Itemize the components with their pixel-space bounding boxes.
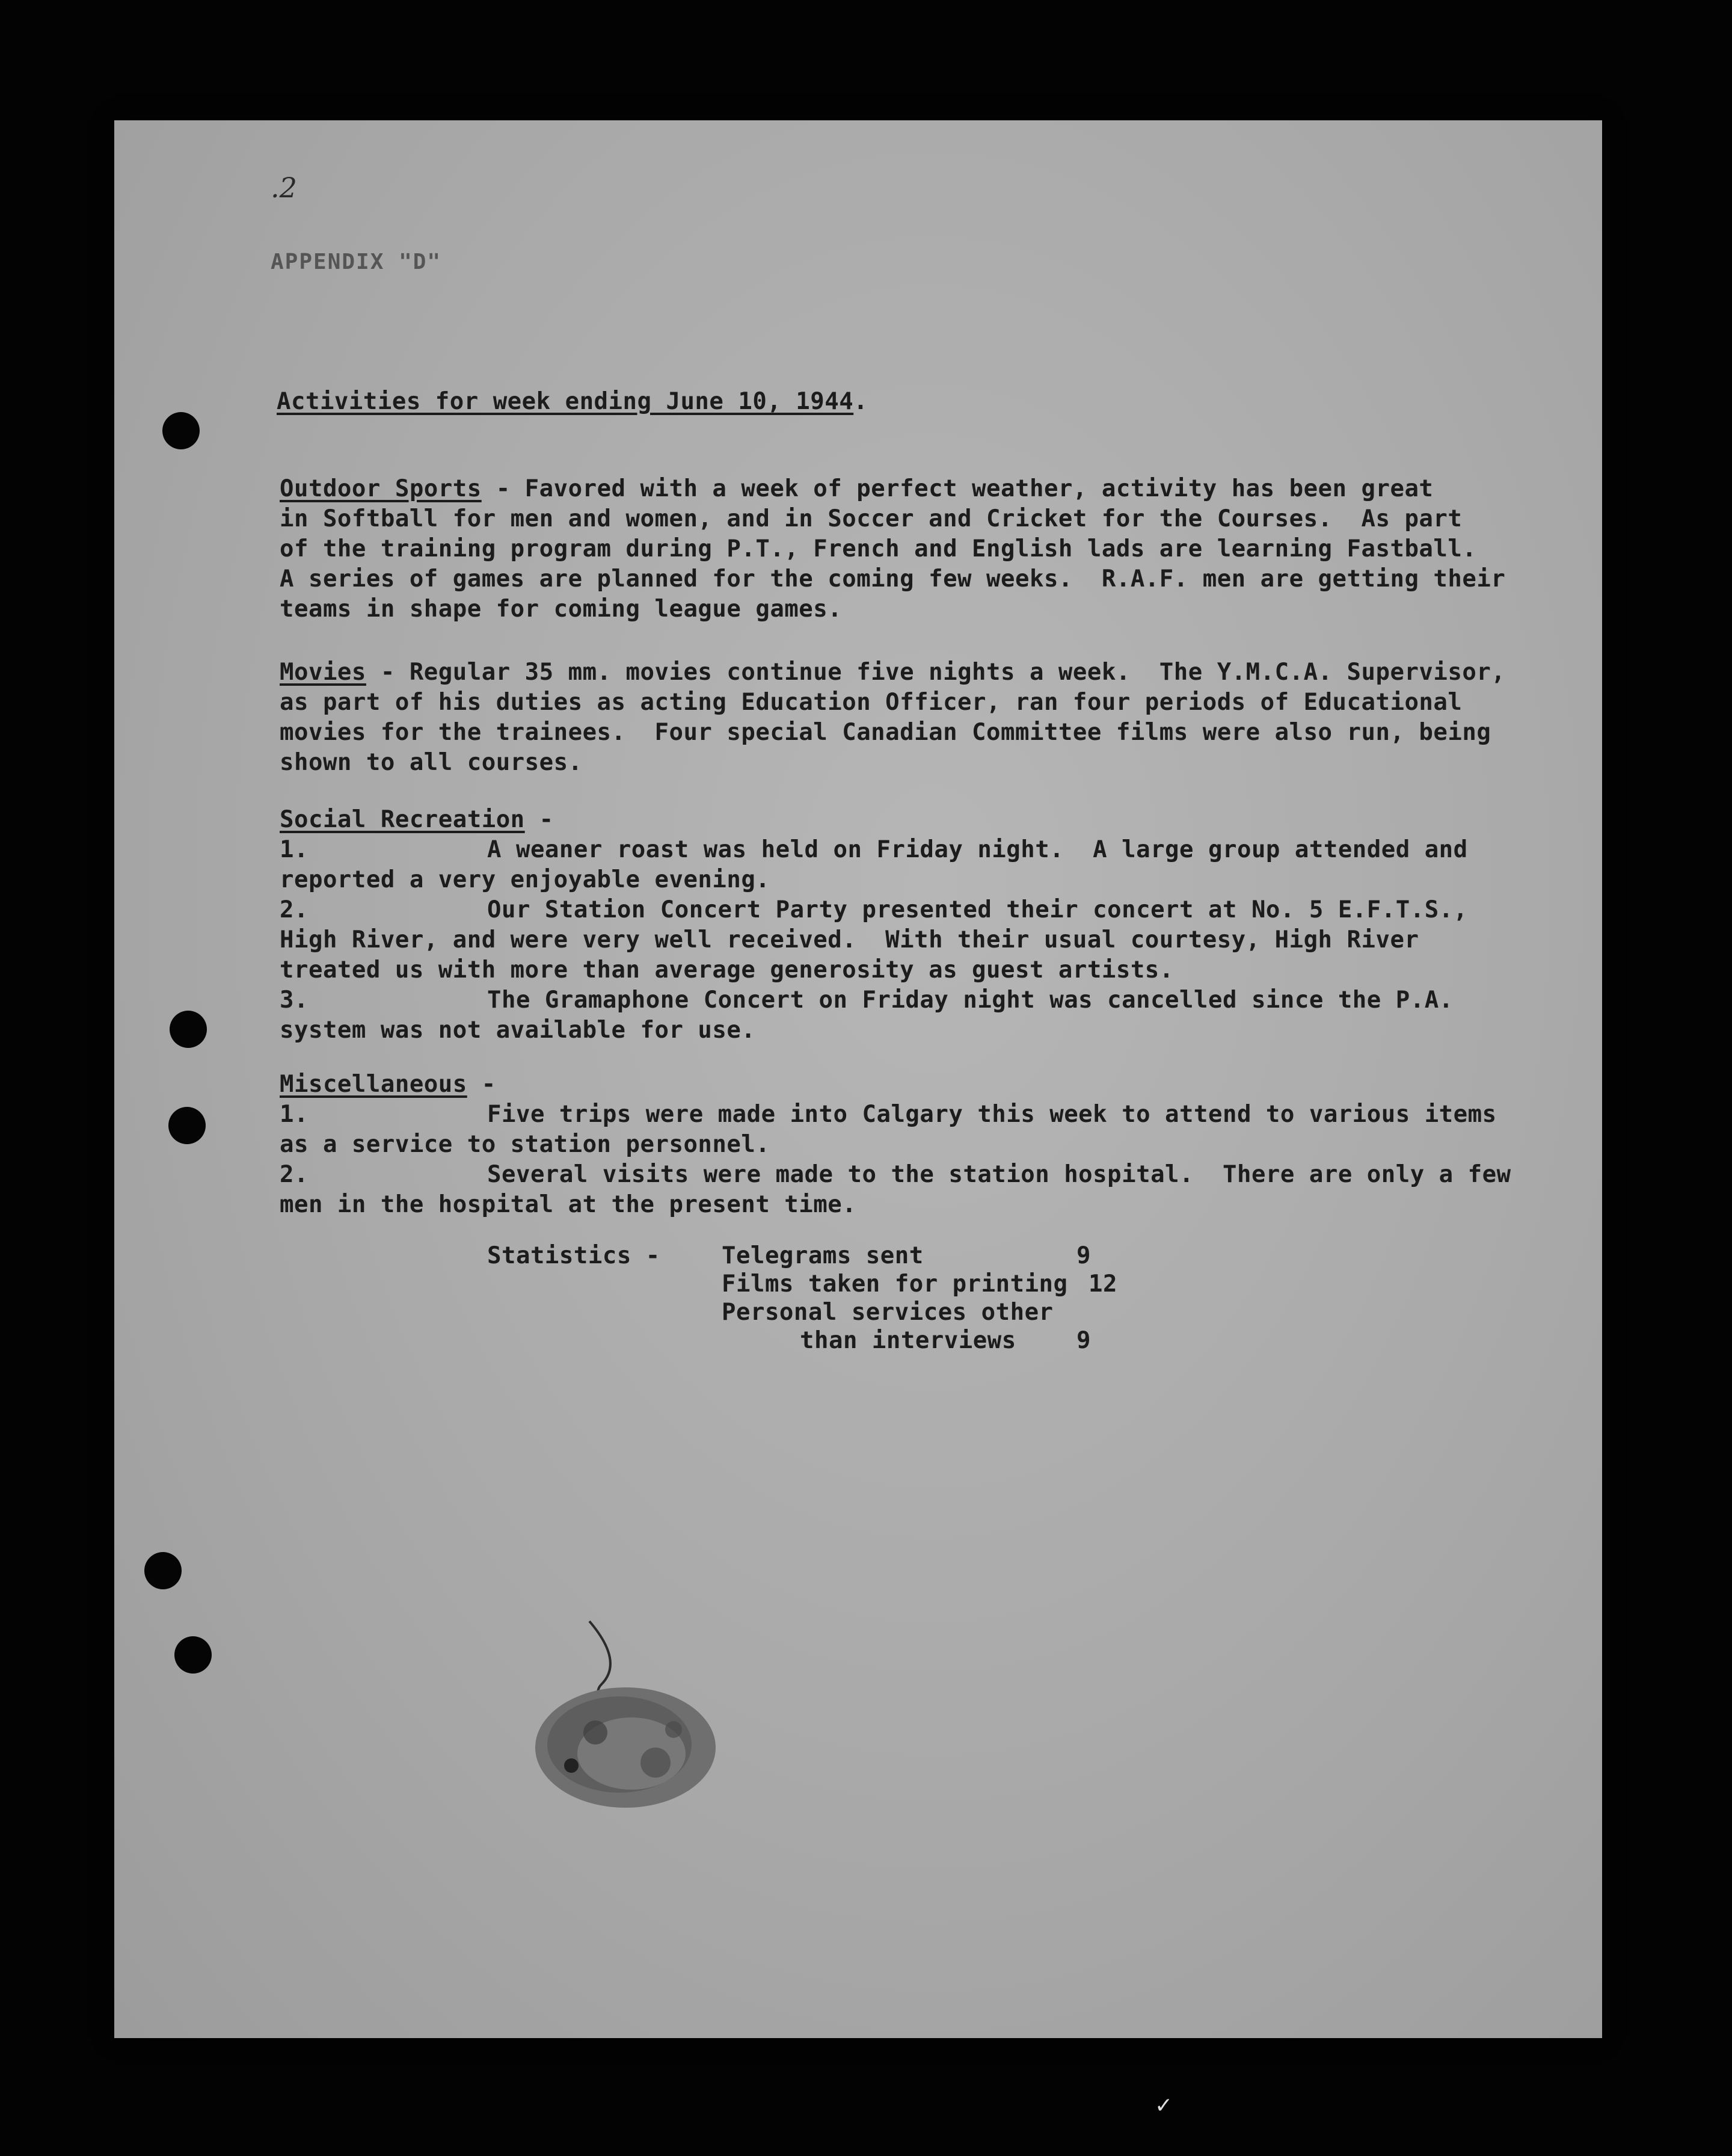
social-item-1-line-1: A weaner roast was held on Friday night. A large group attended and <box>487 836 1468 863</box>
outdoor-heading: Outdoor Sports <box>280 475 482 502</box>
stat-row-value: 12 <box>1089 1270 1117 1298</box>
movies-line-3: movies for the trainees. Four special Canadian Committee films were also run, being <box>280 719 1491 746</box>
film-mark: ✓ <box>1155 2093 1173 2118</box>
document-page <box>114 120 1602 2038</box>
outdoor-line-3: of the training program during P.T., French and English lads are learning Fastball. <box>280 535 1477 562</box>
social-item-3-num: 3. <box>280 987 309 1014</box>
misc-heading-line <box>280 1071 496 1098</box>
punch-hole <box>162 412 200 449</box>
outdoor-line-2: in Softball for men and women, and in Soccer and Cricket for the Courses. As part <box>280 505 1463 532</box>
outdoor-text-1: - Favored with a week of perfect weather, activity has been great <box>481 475 1434 502</box>
title-text: Activities for week ending June 10, 1944 <box>277 388 854 415</box>
punch-hole <box>174 1636 212 1674</box>
social-heading: Social Recreation <box>280 806 525 833</box>
outdoor-line-5: teams in shape for coming league games. <box>280 596 843 623</box>
social-item-2-num: 2. <box>280 896 309 923</box>
social-dash: - <box>524 806 554 833</box>
misc-item-2-line-2: men in the hospital at the present time. <box>280 1191 857 1218</box>
stat-row-label: Personal services other <box>722 1299 1054 1326</box>
stat-row-label: Films taken for printing <box>722 1270 1068 1298</box>
social-item-2-line-2: High River, and were very well received. With their usual courtesy, High River <box>280 926 1419 953</box>
outdoor-line-4: A series of games are planned for the coming few weeks. R.A.F. men are getting their <box>280 565 1506 593</box>
stat-row-value: 9 <box>1076 1242 1091 1269</box>
title-end: . <box>853 388 868 415</box>
movies-text-1: - Regular 35 mm. movies continue five nights a week. The Y.M.C.A. Supervisor, <box>366 659 1506 686</box>
stat-row-value: 9 <box>1076 1327 1091 1354</box>
punch-hole <box>144 1552 182 1589</box>
page-number: .2 <box>271 171 297 204</box>
social-item-3-line-1: The Gramaphone Concert on Friday night was cancelled since the P.A. <box>487 987 1454 1014</box>
social-item-2-line-3: treated us with more than average generosity as guest artists. <box>280 956 1174 984</box>
movies-line-4: shown to all courses. <box>280 749 583 776</box>
page-title <box>277 388 868 415</box>
social-item-2-line-1: Our Station Concert Party presented their concert at No. 5 E.F.T.S., <box>487 896 1468 923</box>
stat-row-label: than interviews <box>800 1327 1016 1354</box>
movies-heading: Movies <box>280 659 366 686</box>
movies-line-2: as part of his duties as acting Education Officer, ran four periods of Educational <box>280 689 1463 716</box>
misc-item-1-line-2: as a service to station personnel. <box>280 1131 770 1158</box>
misc-item-2-num: 2. <box>280 1161 309 1188</box>
punch-hole <box>168 1107 206 1144</box>
social-item-1-num: 1. <box>280 836 309 863</box>
appendix-label: APPENDIX "D" <box>271 250 442 274</box>
stat-row-label: Telegrams sent <box>722 1242 924 1269</box>
outdoor-line-1 <box>280 475 1433 502</box>
statistics-label: Statistics - <box>487 1242 660 1269</box>
punch-hole <box>170 1011 207 1048</box>
movies-line-1 <box>280 659 1505 686</box>
social-item-3-line-2: system was not available for use. <box>280 1017 756 1044</box>
misc-item-1-num: 1. <box>280 1101 309 1128</box>
social-heading-line <box>280 806 554 833</box>
misc-item-2-line-1: Several visits were made to the station hospital. There are only a few <box>487 1161 1511 1188</box>
misc-item-1-line-1: Five trips were made into Calgary this week to attend to various items <box>487 1101 1497 1128</box>
misc-dash: - <box>467 1071 496 1098</box>
misc-heading: Miscellaneous <box>280 1071 467 1098</box>
wax-seal-stamp <box>535 1618 734 1811</box>
social-item-1-line-2: reported a very enjoyable evening. <box>280 866 770 893</box>
